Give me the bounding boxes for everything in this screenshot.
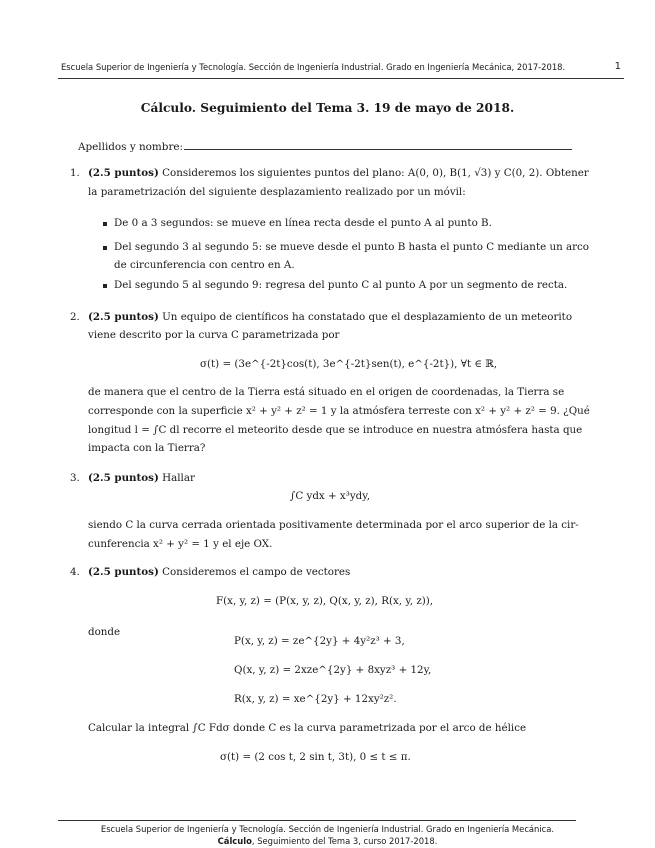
q3-text1: Hallar [158, 472, 195, 484]
q1-line2: la parametrización del siguiente desplazamiento realizado por un móvil: [88, 186, 466, 198]
q1-bullet-2-cont: de circunferencia con centro en A. [114, 259, 295, 271]
bullet-icon [103, 222, 107, 226]
q1-points: (2.5 puntos) [88, 167, 159, 179]
q3-points: (2.5 puntos) [88, 472, 159, 484]
q3-line1 [88, 472, 195, 484]
footer-course: Cálculo [217, 836, 252, 846]
q2-text1: Un equipo de científicos ha constatado que el desplazamiento de un meteorito [158, 311, 573, 323]
q4-donde: donde [88, 626, 121, 638]
q2-line3: de manera que el centro de la Tierra está situado en el origen de coordenadas, la Tierra se [88, 386, 565, 398]
q4-text1: Consideremos el campo de vectores [158, 566, 351, 578]
q1-bullet-1: De 0 a 3 segundos: se mueve en línea recta desde el punto A al punto B. [114, 217, 492, 229]
footer-rule [58, 820, 576, 821]
q1-number: 1. [70, 167, 80, 179]
footer-line-1: Escuela Superior de Ingeniería y Tecnología. Sección de Ingeniería Industrial. Grado en Ingeniería Mecánica. [100, 824, 555, 834]
footer-line-2 [0, 836, 655, 846]
bullet-icon [103, 246, 107, 250]
name-label: Apellidos y nombre: [78, 141, 184, 153]
q1-bullet-3: Del segundo 5 al segundo 9: regresa del punto C al punto A por un segmento de recta. [114, 279, 568, 291]
header-rule [58, 78, 624, 79]
q4-P-definition: P(x, y, z) = ze^{2y} + 4y²z³ + 3, [234, 635, 405, 647]
q4-line1 [88, 566, 350, 578]
running-header [61, 62, 621, 72]
q3-number: 3. [70, 472, 80, 484]
q2-equation: σ(t) = (3e^{-2t}cos(t), 3e^{-2t}sen(t), e^{-2t}), ∀t ∈ ℝ, [200, 358, 498, 370]
q4-line2: Calcular la integral ∫C Fdσ donde C es la curva parametrizada por el arco de hélice [88, 722, 527, 734]
q4-points: (2.5 puntos) [88, 566, 159, 578]
page-number: 1 [614, 61, 621, 72]
q1-bullet-2: Del segundo 3 al segundo 5: se mueve desde el punto B hasta el punto C mediante un arco [114, 241, 590, 253]
q1-line1 [88, 167, 589, 179]
q2-line1 [88, 311, 572, 323]
q4-Q-definition: Q(x, y, z) = 2xze^{2y} + 8xyz³ + 12y, [234, 664, 432, 676]
q4-field-definition: F(x, y, z) = (P(x, y, z), Q(x, y, z), R(x, y, z)), [216, 595, 434, 607]
q3-integral: ∫C ydx + x³ydy, [290, 490, 370, 502]
footer-course-info: , Seguimiento del Tema 3, curso 2017-2018. [251, 836, 438, 846]
q2-line6: impacta con la Tierra? [88, 442, 206, 454]
q4-number: 4. [70, 566, 80, 578]
running-title: Escuela Superior de Ingeniería y Tecnología. Sección de Ingeniería Industrial. Grado en Ingeniería Mecánica, 2017-2018. [61, 62, 566, 72]
q3-line3: cunferencia x² + y² = 1 y el eje OX. [88, 538, 273, 550]
q4-helix: σ(t) = (2 cos t, 2 sin t, 3t), 0 ≤ t ≤ π. [220, 751, 411, 763]
q2-line4: corresponde con la superficie x² + y² + z² = 1 y la atmósfera terreste con x² + y² + z² = 9. ¿Qué [88, 405, 590, 417]
page-title: Cálculo. Seguimiento del Tema 3. 19 de mayo de 2018. [140, 101, 515, 115]
q1-text1: Consideremos los siguientes puntos del plano: A(0, 0), B(1, √3) y C(0, 2). Obtener [158, 167, 589, 179]
q3-line2: siendo C la curva cerrada orientada positivamente determinada por el arco superior de la cir- [88, 519, 579, 531]
q4-R-definition: R(x, y, z) = xe^{2y} + 12xy²z². [234, 693, 397, 705]
q2-line2: viene descrito por la curva C parametrizada por [88, 329, 340, 341]
q2-line5: longitud l = ∫C dl recorre el meteorito desde que se introduce en nuestra atmósfera hasta que [88, 424, 583, 436]
bullet-icon [103, 284, 107, 288]
q2-points: (2.5 puntos) [88, 311, 159, 323]
name-field[interactable] [184, 149, 572, 150]
q2-number: 2. [70, 311, 80, 323]
